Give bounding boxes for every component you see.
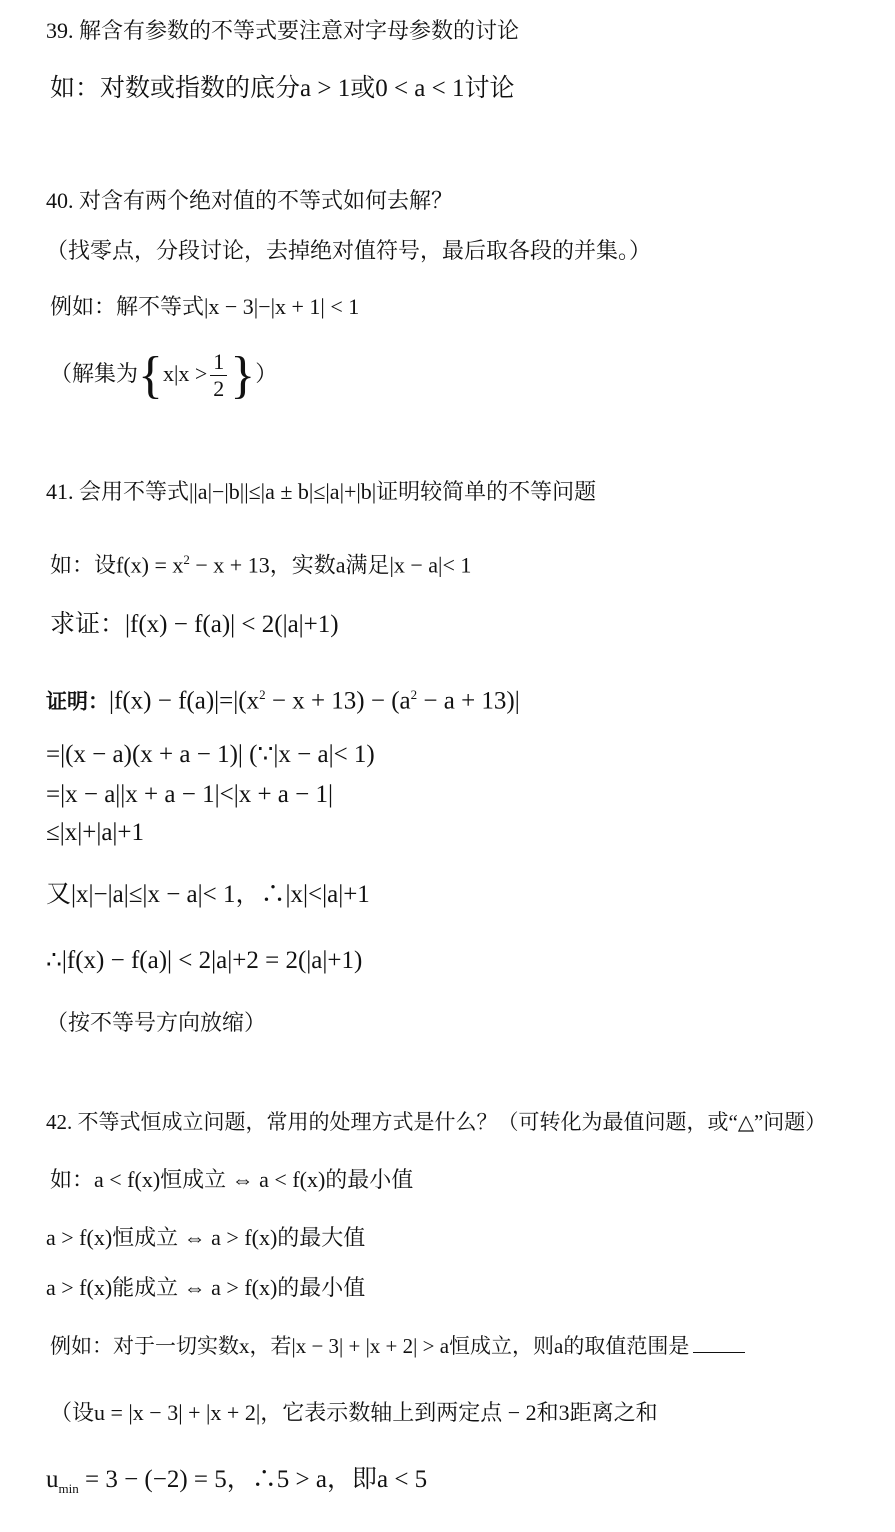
section-40-hint: （找零点，分段讨论，去掉绝对值符号，最后取各段的并集。） — [46, 238, 652, 263]
section-41-prove: 求证：|f(x) − f(a)| < 2(|a|+1) — [50, 611, 339, 638]
proof-part-c: − a + 13)| — [417, 687, 520, 715]
section-40-example: 例如：解不等式|x − 3|−|x + 1| < 1 — [50, 294, 360, 319]
given-part-a: 如：设f(x) = x — [50, 552, 184, 578]
section-39-example: 如：对数或指数的底分a > 1或0 < a < 1讨论 — [50, 75, 515, 102]
section-42-solution-1: （设u = |x − 3| + |x + 2|，它表示数轴上到两定点 − 2和3距离之和 — [50, 1400, 658, 1425]
proof-step-4: 又|x|−|a|≤|x − a|< 1，∴|x|<|a|+1 — [46, 881, 370, 908]
section-41-proof — [46, 680, 520, 716]
proof-part-a: |f(x) − f(a)|=|(x — [109, 687, 260, 715]
section-42-example — [50, 1330, 745, 1361]
example-text: 例如：对于一切实数x，若|x − 3| + |x + 2| > a恒成立，则a的取值范围是 — [50, 1334, 690, 1358]
u-symbol: u — [46, 1466, 59, 1493]
given-part-b: − x + 13，实数a满足|x − a|< 1 — [189, 552, 472, 578]
fraction-numerator: 1 — [210, 349, 227, 376]
fraction-denominator: 2 — [213, 376, 225, 402]
proof-step-2: =|x − a||x + a − 1|<|x + a − 1| — [46, 781, 334, 808]
proof-step-1: =|(x − a)(x + a − 1)| (∵|x − a|< 1) — [46, 741, 375, 768]
section-41-title: 41. 会用不等式||a|−|b||≤|a ± b|≤|a|+|b|证明较简单的不等问题 — [46, 479, 597, 504]
section-42-rule-1: 如：a < f(x)恒成立 ⇔ a < f(x)的最小值 — [50, 1167, 414, 1192]
answer-set: x|x > — [162, 361, 208, 386]
answer-blank — [693, 1330, 745, 1353]
min-subscript: min — [58, 1481, 79, 1496]
right-brace: } — [230, 346, 256, 404]
exponent-2: 2 — [410, 687, 418, 702]
section-42-solution-2 — [46, 1465, 427, 1504]
section-41-given — [50, 545, 471, 580]
solution-result: = 3 − (−2) = 5，∴5 > a，即a < 5 — [78, 1466, 428, 1493]
left-brace: { — [138, 346, 163, 404]
answer-prefix: （解集为 — [50, 361, 139, 386]
section-39-title: 39. 解含有参数的不等式要注意对字母参数的讨论 — [46, 18, 520, 43]
section-42-rule-2: a > f(x)恒成立 ⇔ a > f(x)的最大值 — [46, 1225, 366, 1250]
proof-step-5: ∴|f(x) − f(a)| < 2|a|+2 = 2(|a|+1) — [46, 947, 363, 974]
answer-suffix: ） — [255, 361, 278, 386]
section-40-answer — [50, 344, 277, 404]
section-42-title: 42. 不等式恒成立问题，常用的处理方式是什么？（可转化为最值问题，或“△”问题） — [46, 1110, 827, 1134]
proof-label: 证明： — [46, 689, 109, 714]
section-42-rule-3: a > f(x)能成立 ⇔ a > f(x)的最小值 — [46, 1275, 366, 1300]
exponent-2: 2 — [183, 552, 190, 567]
proof-step-3: ≤|x|+|a|+1 — [46, 819, 145, 846]
exponent-2: 2 — [259, 687, 266, 702]
section-40-title: 40. 对含有两个绝对值的不等式如何去解？ — [46, 188, 454, 213]
proof-part-b: − x + 13) − (a — [265, 687, 411, 715]
fraction-one-half — [210, 349, 227, 402]
section-41-note: （按不等号方向放缩） — [46, 1010, 267, 1035]
